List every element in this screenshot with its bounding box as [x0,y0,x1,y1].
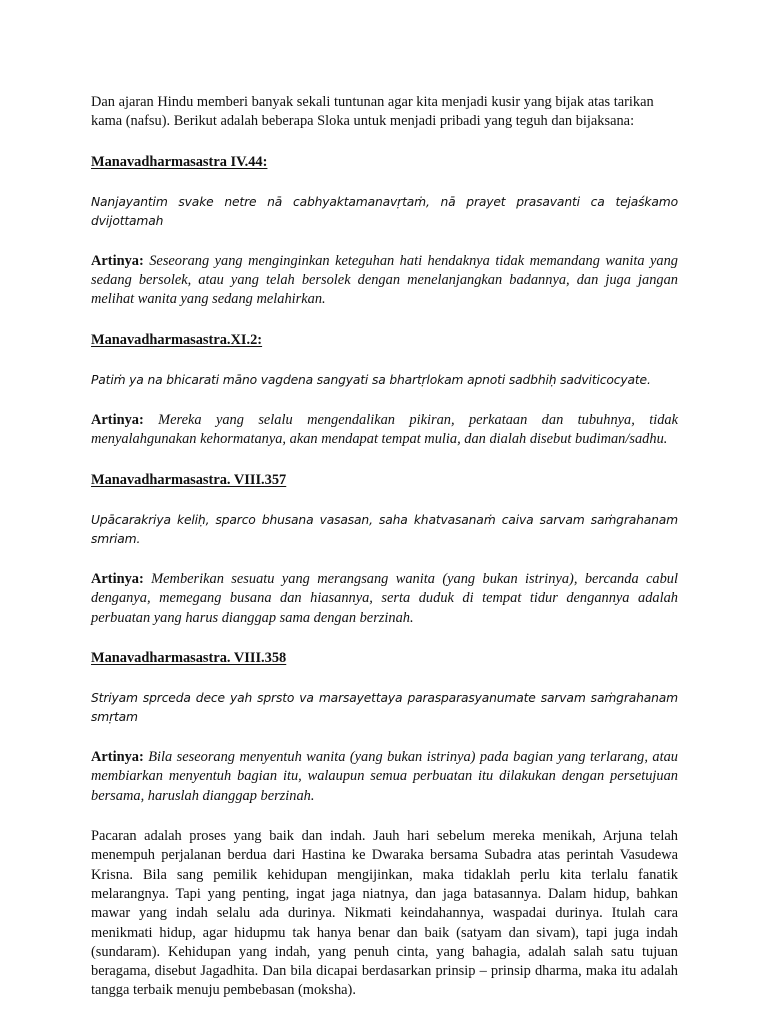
artinya-label: Artinya: [91,252,144,269]
artinya-text: Memberikan sesuatu yang merangsang wanita (yang bukan istrinya), bercanda cabul denganya, memegang busana dan hiasannya, serta duduk di tempat tidur dengannya adalah perbuatan yang harus dianggap sama dengan berzinah. [91,570,678,626]
artinya-text: Bila seseorang menyentuh wanita (yang bukan istrinya) pada bagian yang terlarang, atau membiarkan menyentuh bagian itu, walaupun semua perbuatan itu dilakukan dengan persetujuan bersama, haruslah dianggap berzinah. [91,749,678,804]
section-heading: Manavadharmasastra. VIII.358 [91,649,287,666]
artinya-paragraph [91,411,678,450]
artinya-paragraph [91,570,678,628]
sloka-verse: Patiṁ ya na bhicarati māno vagdena sangyati sa bhartṛlokam apnoti sadbhiḥ sadviticocyate. [91,373,651,388]
document-page [91,93,678,1001]
artinya-label: Artinya: [91,570,144,587]
artinya-text: Mereka yang selalu mengendalikan pikiran, perkataan dan tubuhnya, tidak menyalahgunakan kehormatanya, akan mendapat tempat mulia, dan dialah disebut budiman/sadhu. [91,412,678,448]
artinya-paragraph [91,748,678,806]
section-heading: Manavadharmasastra.XI.2: [91,331,263,348]
section-heading: Manavadharmasastra. VIII.357 [91,471,287,488]
intro-paragraph: Dan ajaran Hindu memberi banyak sekali tuntunan agar kita menjadi kusir yang bijak atas tarikan kama (nafsu). Berikut adalah beberapa Sloka untuk menjadi pribadi yang teguh dan bijaksana: [91,94,654,130]
artinya-label: Artinya: [91,749,144,766]
sloka-verse: Nanjayantim svake netre nā cabhyaktamanavṛtaṁ, nā prayet prasavanti ca tejaśkamo dvijottamah [91,194,678,228]
artinya-text: Seseorang yang menginginkan keteguhan hati hendaknya tidak memandang wanita yang sedang bersolek, atau yang telah bersolek dengan menelanjangkan badannya, dan juga jangan melihat wanita yang sedang melahirkan. [91,252,678,308]
sloka-verse: Striyam sprceda dece yah sprsto va marsayettaya parasparasyanumate sarvam saṁgrahanam smṛtam [91,691,678,725]
artinya-label: Artinya: [91,412,144,429]
closing-paragraph: Pacaran adalah proses yang baik dan indah. Jauh hari sebelum mereka menikah, Arjuna telah menempuh perjalanan berdua dari Hastina ke Dwaraka bersama Subadra atas perintah Vasudewa Krisna. Bila sang pemilik kehidupan mengijinkan, maka tidaklah perlu kita terlalu fanatik melarangnya. Tapi yang penting, ingat jaga niatnya, dan jaga batasannya. Dalam hidup, bahkan mawar yang indah selalu ada durinya. Nikmati keindahannya, waspadai durinya. Itulah cara menikmati hidup, agar hidupmu tak hanya benar dan baik (satyam dan sivam), tapi juga indah (sundaram). Kehidupan yang indah, yang penuh cinta, yang bahagia, adalah salah satu tujuan beragama, disebut Jagadhita. Dan bila dicapai berdasarkan prinsip – prinsip dharma, maka itu adalah tangga terbaik menuju pembebasan (moksha). [91,828,678,999]
artinya-paragraph [91,252,678,310]
sloka-verse: Upācarakriya keliḥ, sparco bhusana vasasan, saha khatvasanaṁ caiva sarvam saṁgrahanam smriam. [91,512,678,546]
section-heading: Manavadharmasastra IV.44: [91,153,268,170]
